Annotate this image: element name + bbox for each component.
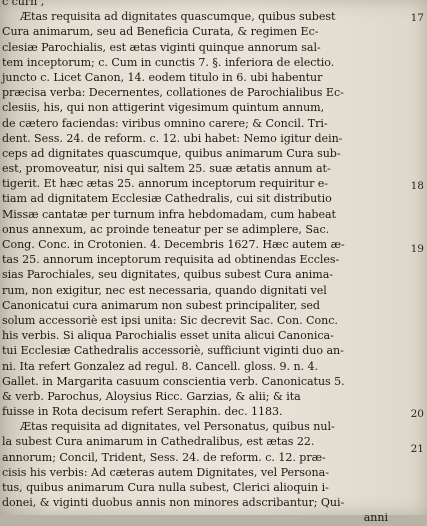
text-line: tas 25. annorum inceptorum requisita ad obtinendas Eccles- (2, 253, 340, 267)
text-line: Ætas requisita ad dignitates, vel Personatus, quibus nul- (20, 420, 335, 434)
page-text-column (2, 0, 402, 526)
text-line: præcisa verba: Decernentes, collationes de Parochialibus Ec- (2, 86, 344, 100)
text-line: clesiis, his, qui non attigerint vigesimum quintum annum, (2, 101, 325, 115)
text-line: clesiæ Parochialis, est ætas viginti quinque annorum sal- (2, 40, 321, 54)
text-line: & verb. Parochus, Aloysius Ricc. Garzias, & alii; & ita (2, 389, 301, 403)
text-line: de cætero faciendas: viribus omnino carere; & Concil. Tri- (2, 116, 328, 130)
text-line: tem inceptorum; c. Cum in cunctis 7. §. inferiora de electio. (2, 55, 335, 69)
text-line: Canonicatui cura animarum non subest principaliter, sed (2, 298, 320, 312)
text-line: sias Parochiales, seu dignitates, quibus subest Cura anima- (2, 268, 333, 282)
text-line: donei, & viginti duobus annis non minores adscribantur; Qui- (2, 496, 345, 510)
text-line: Missæ cantatæ per turnum infra hebdomadam, cum habeat (2, 207, 336, 221)
text-line: Cong. Conc. in Crotonien. 4. Decembris 1627. Hæc autem æ- (2, 238, 345, 251)
margin-number: 20 (410, 408, 424, 420)
text-line: anni (363, 511, 388, 525)
margin-number: 19 (410, 243, 424, 255)
text-line: juncto c. Licet Canon, 14. eodem titulo in 6. ubi habentur (2, 70, 323, 84)
text-line: tiam ad dignitatem Ecclesiæ Cathedralis, cui sit distributio (2, 192, 332, 206)
margin-number: 21 (410, 443, 424, 455)
text-line: Gallet. in Margarita casuum conscientia verb. Canonicatus 5. (2, 374, 345, 388)
text-line: onus annexum, ac proinde teneatur per se adimplere, Sac. (2, 222, 330, 236)
text-line: fuisse in Rota decisum refert Seraphin. dec. 1183. (2, 405, 283, 419)
text-line: tigerit. Et hæc ætas 25. annorum inceptorum requiritur e- (2, 177, 329, 191)
text-line: ceps ad dignitates quascumque, quibus animarum Cura sub- (2, 146, 341, 160)
text-line: rum, non exigitur, nec est necessaria, quando dignitati vel (2, 283, 327, 297)
text-line: annorum; Concil, Trident, Sess. 24. de reform. c. 12. præ- (2, 450, 326, 464)
text-line: cisis his verbis: Ad cæteras autem Dignitates, vel Persona- (2, 465, 329, 479)
margin-number: 18 (410, 180, 424, 192)
text-line: solum accessoriè est ipsi unita: Sic decrevit Sac. Con. Conc. (2, 313, 338, 327)
text-line: Ætas requisita ad dignitates quascumque, quibus subest (20, 10, 336, 24)
text-line: Cura animarum, seu ad Beneficia Curata, & regimen Ec- (2, 25, 319, 39)
text-line: ni. Ita refert Gonzalez ad regul. 8. Cancell. gloss. 9. n. 4. (2, 359, 319, 373)
text-line: est, promoveatur, nisi qui saltem 25. suæ ætatis annum at- (2, 162, 331, 176)
text-line: his verbis. Si aliqua Parochialis esset unita alicui Canonica- (2, 329, 334, 343)
text-line: la subest Cura animarum in Cathedralibus, est ætas 22. (2, 435, 315, 449)
text-line: c curn , (2, 0, 45, 8)
text-line: dent. Sess. 24. de reform. c. 12. ubi habet: Nemo igitur dein- (2, 131, 343, 145)
text-line: tus, quibus animarum Cura nulla subest, Clerici alioquin i- (2, 481, 329, 494)
margin-number: 17 (410, 12, 424, 24)
text-line: tui Ecclesiæ Cathedralis accessoriè, sufficiunt viginti duo an- (2, 344, 344, 358)
